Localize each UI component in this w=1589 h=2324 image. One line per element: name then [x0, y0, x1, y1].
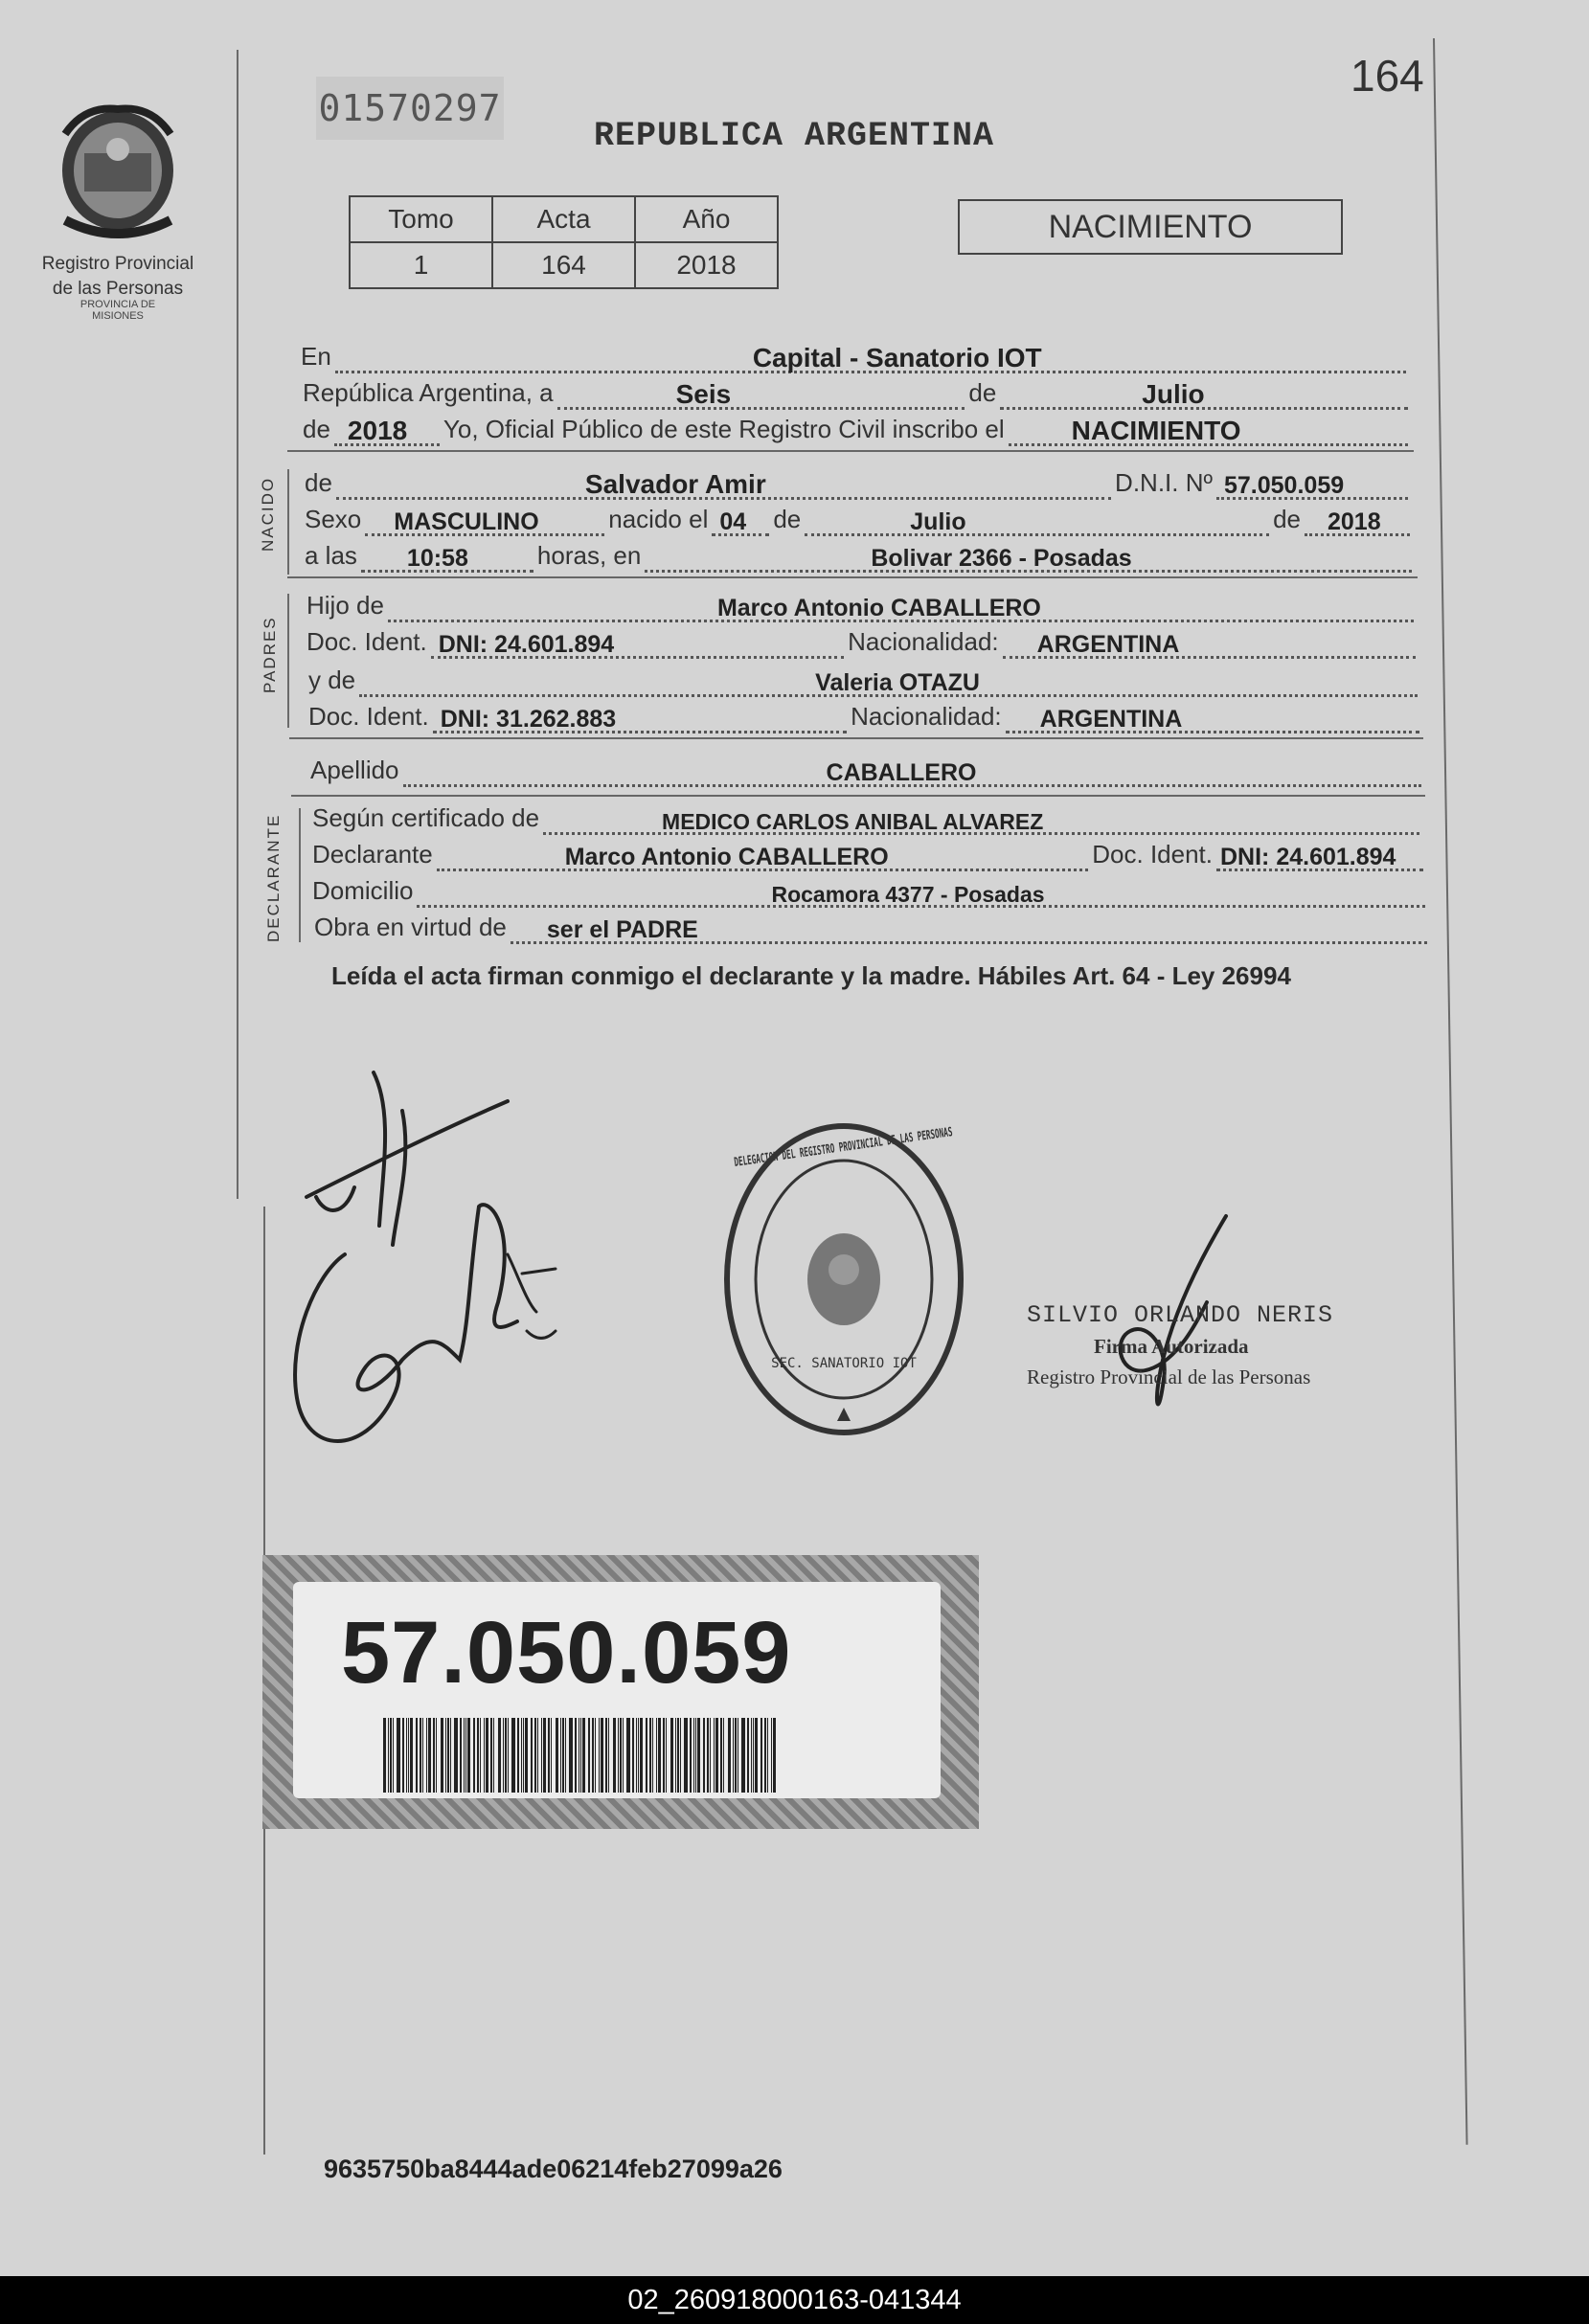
registry-label-1: Registro Provincial [41, 254, 194, 274]
padres-bracket [287, 594, 289, 728]
reason-value: ser el PADRE [546, 916, 698, 943]
id-card-inner [293, 1582, 941, 1798]
right-margin-line [1433, 38, 1468, 2145]
id-card-number: 57.050.059 [341, 1604, 792, 1702]
anio-value: 2018 [635, 242, 778, 288]
document-hash: 9635750ba8444ade06214feb27099a26 [324, 2155, 783, 2183]
month-value: Julio [1142, 379, 1205, 409]
horas-label: horas, en [536, 541, 642, 570]
mother-doc-value: DNI: 31.262.883 [440, 706, 617, 733]
dni-label: D.N.I. Nº [1115, 468, 1213, 497]
officer-block [1027, 1300, 1410, 1392]
stamp-inner-text: SEC. SANATORIO IOT [771, 1356, 917, 1371]
cert-line [312, 799, 1423, 835]
sexo-value: MASCULINO [394, 508, 539, 535]
sexo-line [305, 500, 1414, 536]
anio-header: Año [635, 196, 778, 242]
closing-statement: Leída el acta firman conmigo el declarante y la madre. Hábiles Art. 64 - Ley 26994 [331, 961, 1291, 990]
nacido-de-label: de [305, 468, 332, 497]
registry-stamp [715, 1103, 1107, 1442]
mother-line [308, 661, 1421, 697]
footer-code: 02_260918000163-041344 [0, 2276, 1589, 2324]
mother-doc-label: Doc. Ident. [308, 702, 429, 731]
father-doc-line [306, 622, 1419, 659]
republica-label: República Argentina, a [303, 378, 554, 407]
mother-nac-label: Nacionalidad: [851, 702, 1002, 731]
acta-header: Acta [492, 196, 635, 242]
acta-value: 164 [492, 242, 635, 288]
father-name-value: Marco Antonio CABALLERO [716, 595, 1041, 621]
apellido-line [310, 751, 1425, 787]
id-card [262, 1555, 979, 1829]
stamp-ring-text: DELEGACION DEL REGISTRO PROVINCIAL DE LAS PERSONAS [733, 1103, 1107, 1170]
left-margin-line [237, 50, 238, 1199]
tomo-value: 1 [350, 242, 492, 288]
event-value: NACIMIENTO [1071, 416, 1241, 445]
officer-role: Firma Autorizada [1094, 1335, 1249, 1358]
en-label: En [301, 342, 331, 371]
father-doc-value: DNI: 24.601.894 [438, 631, 615, 658]
father-nac-label: Nacionalidad: [848, 627, 999, 656]
mother-doc-line [308, 697, 1423, 733]
birth-year-value: 2018 [1328, 508, 1381, 535]
declarante-doc-value: DNI: 24.601.894 [1220, 844, 1396, 870]
place-value: Capital - Sanatorio IOT [752, 343, 1042, 372]
republica-line [303, 373, 1412, 410]
y-de-label: y de [308, 666, 356, 694]
nacido-el-label: nacido el [608, 505, 709, 533]
birth-time-value: 10:58 [406, 545, 468, 572]
page-number: 164 [1351, 51, 1424, 101]
barcode-icon [383, 1718, 785, 1793]
child-dni-value: 57.050.059 [1224, 472, 1345, 499]
year-value: 2018 [347, 416, 408, 445]
declarante-line [312, 835, 1427, 871]
nacido-side-label: NACIDO [259, 476, 277, 552]
divider-3 [289, 737, 1423, 739]
en-line [301, 337, 1410, 373]
declarante-side-label: DECLARANTE [264, 813, 283, 942]
emblem-text-top: PROVINCIA DE [79, 299, 156, 310]
nacido-de2-label: de [773, 505, 802, 533]
province-emblem [36, 96, 199, 322]
hijo-label: Hijo de [306, 591, 384, 620]
mother-name-value: Valeria OTAZU [815, 669, 980, 696]
misiones-shield-icon [46, 96, 190, 249]
day-words-value: Seis [675, 379, 732, 409]
child-name-value: Salvador Amir [584, 469, 766, 499]
nacido-name-line [305, 463, 1412, 500]
declarante-label: Declarante [312, 840, 433, 869]
hijo-line [306, 586, 1418, 622]
divider-2 [287, 576, 1418, 578]
declarante-name-value: Marco Antonio CABALLERO [564, 844, 889, 870]
domicilio-line [312, 871, 1429, 908]
birth-place-value: Bolivar 2366 - Posadas [871, 545, 1132, 572]
declarant-signature [287, 1053, 575, 1475]
de-label: de [968, 378, 997, 407]
country-title: REPUBLICA ARGENTINA [594, 117, 995, 155]
time-line [305, 536, 1416, 573]
record-type-box: NACIMIENTO [958, 199, 1343, 255]
nacido-bracket [287, 469, 289, 575]
serial-number: 01570297 [316, 77, 504, 140]
divider-1 [287, 450, 1414, 452]
sexo-label: Sexo [305, 505, 362, 533]
inscribe-text: Yo, Oficial Público de este Registro Civil inscribo el [443, 415, 1005, 443]
birth-month-value: Julio [910, 508, 966, 535]
divider-4 [291, 795, 1425, 797]
apellido-label: Apellido [310, 756, 399, 784]
address-value: Rocamora 4377 - Posadas [771, 882, 1045, 907]
obra-line [314, 908, 1431, 944]
mother-nationality-value: ARGENTINA [1039, 706, 1183, 733]
certificate-value: MEDICO CARLOS ANIBAL ALVAREZ [662, 809, 1044, 834]
officer-registry: Registro Provincial de las Personas [1027, 1365, 1311, 1388]
domicilio-label: Domicilio [312, 876, 414, 905]
emblem-text-bottom: MISIONES [92, 310, 144, 322]
de2-label: de [303, 415, 330, 443]
a-las-label: a las [305, 541, 357, 570]
padres-side-label: PADRES [261, 616, 279, 693]
tomo-header: Tomo [350, 196, 492, 242]
father-nationality-value: ARGENTINA [1036, 631, 1180, 658]
birth-day-value: 04 [719, 508, 747, 535]
year-line [303, 410, 1412, 446]
registry-label-2: de las Personas [52, 279, 184, 299]
declarante-bracket [299, 808, 301, 942]
nacido-de3-label: de [1273, 505, 1301, 533]
father-doc-label: Doc. Ident. [306, 627, 427, 656]
record-table [349, 195, 779, 289]
obra-label: Obra en virtud de [314, 913, 507, 941]
officer-name: SILVIO ORLANDO NERIS [1027, 1301, 1334, 1329]
apellido-value: CABALLERO [826, 759, 977, 786]
declarante-doc-label: Doc. Ident. [1092, 840, 1213, 869]
cert-label: Según certificado de [312, 803, 540, 832]
